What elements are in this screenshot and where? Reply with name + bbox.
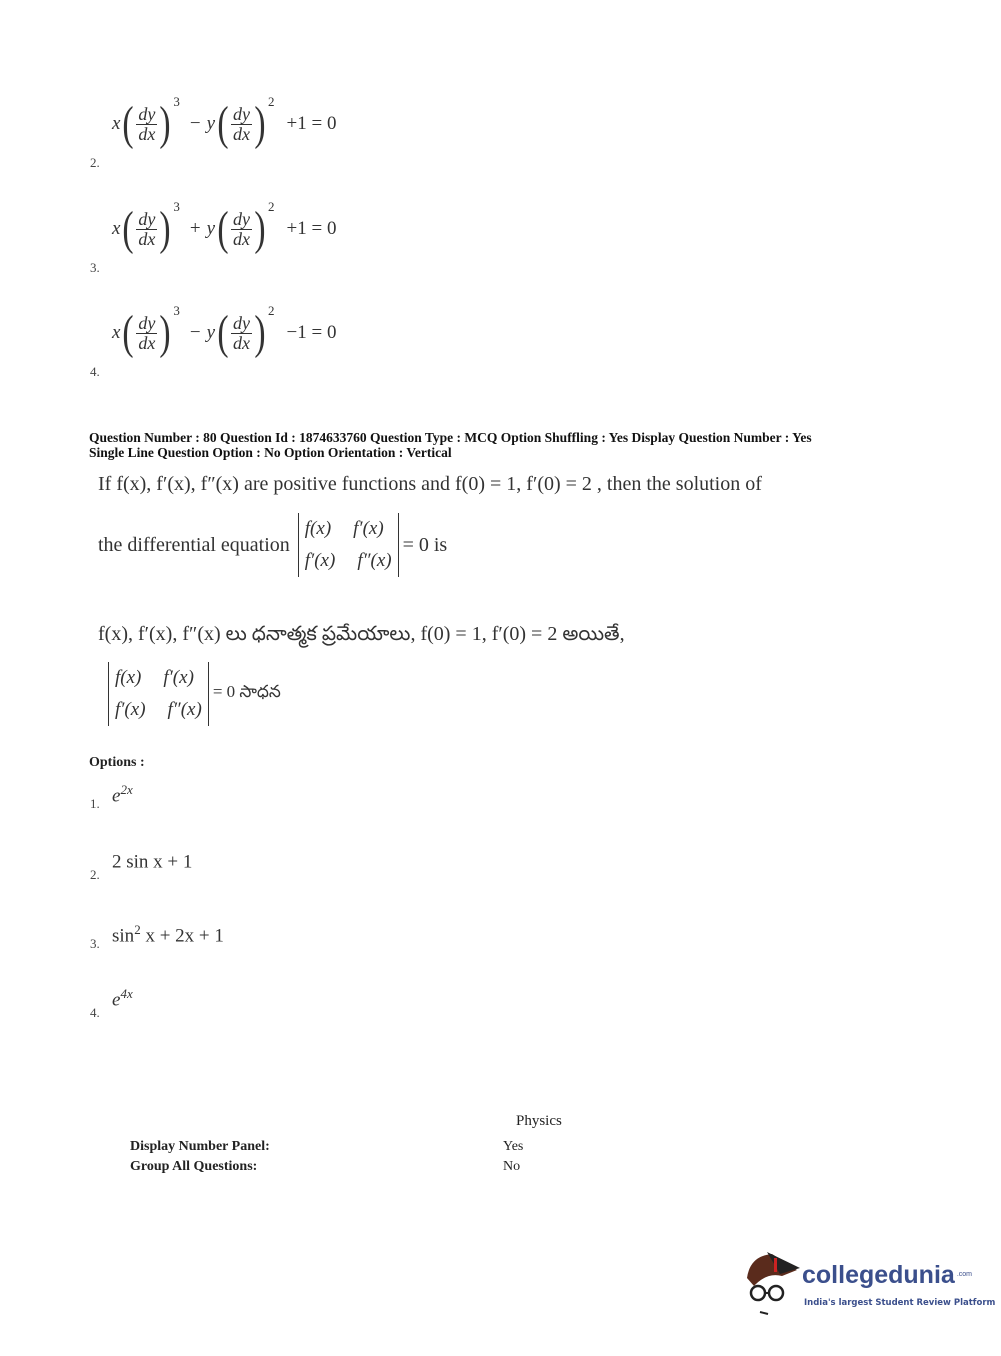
numerator: dy bbox=[138, 312, 156, 333]
determinant-te bbox=[108, 662, 209, 726]
question-te-suffix: = 0 సాధన bbox=[212, 682, 281, 701]
exponent: 3 bbox=[173, 199, 180, 214]
numerator: dy bbox=[233, 208, 251, 229]
numerator: dy bbox=[138, 103, 156, 124]
eq-tail: +1 = 0 bbox=[286, 113, 337, 134]
paren: ( bbox=[122, 306, 135, 359]
paren: ) bbox=[159, 202, 172, 255]
display-number-panel-value: Yes bbox=[503, 1139, 524, 1154]
option-number: 2. bbox=[90, 155, 100, 170]
option-2[interactable] bbox=[112, 848, 192, 873]
option-equation bbox=[112, 199, 342, 255]
option-base: e bbox=[112, 989, 121, 1011]
mascot-icon bbox=[742, 1248, 802, 1318]
det-cell: f″(x) bbox=[357, 550, 392, 571]
denominator: dx bbox=[233, 332, 251, 353]
option-1[interactable] bbox=[112, 782, 133, 807]
numerator: dy bbox=[233, 312, 251, 333]
option-superscript: 4x bbox=[120, 986, 133, 1001]
option-equation bbox=[112, 94, 342, 150]
denominator: dx bbox=[233, 228, 251, 249]
paren: ( bbox=[122, 97, 135, 150]
collegedunia-logo bbox=[742, 1248, 1001, 1318]
eq-tail: +1 = 0 bbox=[286, 218, 337, 239]
question-meta-line2: Single Line Question Option : No Option Orientation : Vertical bbox=[89, 445, 452, 460]
group-all-questions-value: No bbox=[503, 1159, 521, 1174]
derivative bbox=[136, 105, 157, 144]
option-3[interactable] bbox=[112, 922, 224, 947]
paren: ( bbox=[217, 202, 229, 255]
logo-tagline: India's largest Student Review Platform bbox=[804, 1298, 996, 1308]
option-number: 2. bbox=[90, 867, 100, 882]
derivative bbox=[231, 314, 252, 353]
logo-wordmark bbox=[802, 1260, 972, 1290]
question-meta-line1: Question Number : 80 Question Id : 1874633760 Question Type : MCQ Option Shuffling : Yes Display Question Number : Yes bbox=[89, 430, 812, 445]
eq-term: x bbox=[112, 322, 121, 343]
det-cell: f′(x) bbox=[115, 699, 146, 720]
eq-term: y bbox=[206, 322, 216, 343]
display-number-panel-label: Display Number Panel: bbox=[130, 1139, 270, 1154]
eq-term: x bbox=[112, 113, 121, 134]
exponent: 3 bbox=[173, 94, 180, 109]
operator: + bbox=[189, 218, 201, 239]
exponent: 3 bbox=[173, 303, 180, 318]
logo-suffix: .com bbox=[956, 1271, 972, 1278]
det-cell: f(x) bbox=[304, 518, 332, 539]
derivative bbox=[136, 314, 157, 353]
paren: ) bbox=[254, 97, 266, 150]
option-number: 4. bbox=[90, 364, 100, 379]
group-all-questions-label: Group All Questions: bbox=[130, 1159, 258, 1174]
determinant-en bbox=[298, 513, 399, 577]
derivative bbox=[231, 105, 252, 144]
option-equation bbox=[112, 303, 342, 359]
paren: ( bbox=[217, 97, 229, 150]
question-en-line2 bbox=[98, 513, 447, 577]
derivative bbox=[136, 210, 157, 249]
eq-term: y bbox=[206, 218, 216, 239]
paren: ) bbox=[254, 306, 266, 359]
option-rest: x + 2x + 1 bbox=[140, 925, 224, 947]
option-number: 4. bbox=[90, 1005, 100, 1020]
options-label: Options : bbox=[89, 755, 145, 770]
paren: ) bbox=[159, 97, 172, 150]
option-base: 2 sin x + 1 bbox=[112, 851, 193, 873]
operator: − bbox=[189, 113, 201, 134]
question-meta bbox=[89, 430, 812, 460]
det-cell: f″(x) bbox=[167, 699, 202, 720]
paren: ) bbox=[254, 202, 266, 255]
det-cell: f′(x) bbox=[353, 518, 384, 539]
paren: ( bbox=[217, 306, 229, 359]
denominator: dx bbox=[233, 123, 251, 144]
question-en-prefix: the differential equation bbox=[98, 533, 290, 556]
option-number: 1. bbox=[90, 796, 100, 811]
eq-term: x bbox=[112, 218, 121, 239]
det-cell: f(x) bbox=[115, 667, 142, 688]
denominator: dx bbox=[138, 228, 156, 249]
option-base: e bbox=[112, 785, 121, 807]
det-cell: f′(x) bbox=[304, 550, 336, 571]
exponent: 2 bbox=[268, 303, 275, 318]
det-cell: f′(x) bbox=[163, 667, 194, 688]
denominator: dx bbox=[138, 332, 156, 353]
paren: ( bbox=[122, 202, 135, 255]
eq-tail: −1 = 0 bbox=[286, 322, 337, 343]
eq-term: y bbox=[206, 113, 216, 134]
question-en-line1: If f(x), f′(x), f″(x) are positive functions and f(0) = 1, f′(0) = 2 , then the solution of bbox=[98, 473, 762, 495]
option-base: sin bbox=[112, 925, 135, 947]
numerator: dy bbox=[233, 103, 251, 124]
operator: − bbox=[189, 322, 201, 343]
option-4[interactable] bbox=[112, 986, 133, 1011]
logo-name: collegedunia bbox=[802, 1261, 955, 1289]
option-number: 3. bbox=[90, 260, 100, 275]
denominator: dx bbox=[138, 123, 156, 144]
exponent: 2 bbox=[268, 199, 275, 214]
derivative bbox=[231, 210, 252, 249]
question-en-suffix: = 0 is bbox=[402, 533, 448, 556]
section-title: Physics bbox=[516, 1113, 562, 1129]
numerator: dy bbox=[138, 208, 156, 229]
option-superscript: 2 bbox=[134, 922, 141, 937]
option-number: 3. bbox=[90, 936, 100, 951]
exponent: 2 bbox=[268, 94, 275, 109]
option-superscript: 2x bbox=[120, 782, 133, 797]
question-te-line2 bbox=[108, 662, 281, 726]
paren: ) bbox=[159, 306, 172, 359]
question-te-line1: f(x), f′(x), f″(x) లు ధనాత్మక ప్రమేయాలు, f(0) = 1, f′(0) = 2 అయితే, bbox=[98, 623, 625, 645]
